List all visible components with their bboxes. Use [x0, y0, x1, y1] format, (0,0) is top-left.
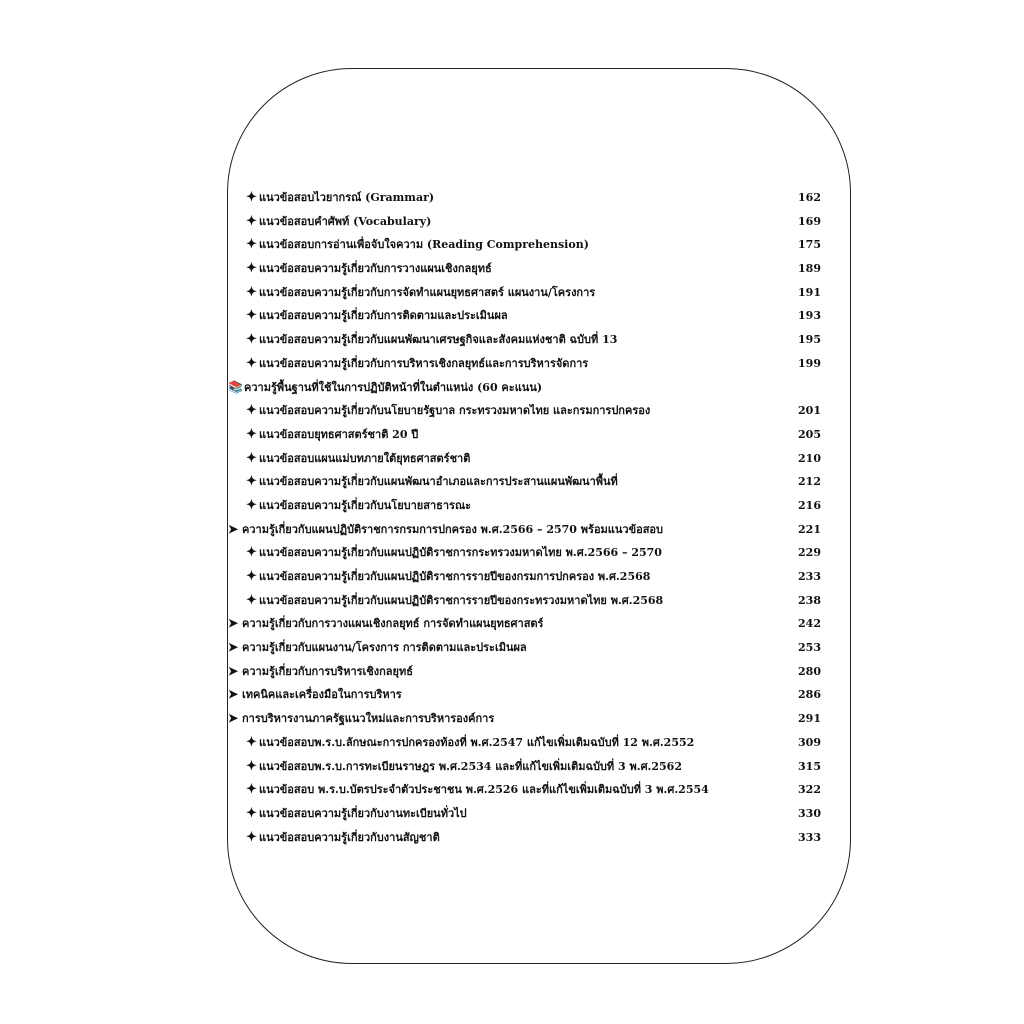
- toc-page-number: 175: [798, 238, 821, 252]
- toc-entry: [228, 210, 828, 234]
- toc-entry-title: แนวข้อสอบพ.ร.บ.การทะเบียนราษฎร พ.ศ.2534 และที่แก้ไขเพิ่มเติมฉบับที่ 3 พ.ศ.2562: [259, 759, 682, 773]
- toc-section-entry: [228, 612, 828, 636]
- toc-entry: [228, 731, 828, 755]
- toc-page-number: 238: [798, 593, 821, 607]
- toc-entry: [228, 281, 828, 305]
- toc-entry-title: แนวข้อสอบความรู้เกี่ยวกับแผนพัฒนาอำเภอและการประสานแผนพัฒนาพื้นที่: [259, 475, 618, 489]
- toc-entry: [228, 233, 828, 257]
- toc-section-entry: [228, 660, 828, 684]
- star-icon: ✦: [246, 450, 257, 466]
- toc-page-number: 201: [798, 404, 821, 418]
- toc-entry-title: แนวข้อสอบยุทธศาสตร์ชาติ 20 ปี: [259, 427, 419, 441]
- toc-entry-title: แนวข้อสอบความรู้เกี่ยวกับนโยบายสาธารณะ: [259, 498, 472, 512]
- toc-entry: [228, 589, 828, 613]
- toc-page-number: 169: [798, 214, 821, 228]
- toc-entry: [228, 186, 828, 210]
- arrow-icon: ➤: [228, 687, 239, 702]
- toc-entry: [228, 565, 828, 589]
- toc-entry-title: แนวข้อสอบแผนแม่บทภายใต้ยุทธศาสตร์ชาติ: [259, 451, 471, 465]
- star-icon: ✦: [246, 782, 257, 798]
- toc-entry-title: ความรู้เกี่ยวกับการวางแผนเชิงกลยุทธ์ การจัดทำแผนยุทธศาสตร์: [242, 617, 544, 631]
- toc-entry-title: ความรู้พื้นฐานที่ใช้ในการปฏิบัติหน้าที่ในตำแหน่ง (60 คะแนน): [244, 380, 543, 394]
- toc-entry-title: แนวข้อสอบความรู้เกี่ยวกับนโยบายรัฐบาล กระทรวงมหาดไทย และกรมการปกครอง: [259, 404, 651, 418]
- toc-page-number: 291: [798, 712, 821, 726]
- toc-entry-title: แนวข้อสอบความรู้เกี่ยวกับการติดตามและประเมินผล: [259, 309, 508, 323]
- toc-page-number: 280: [798, 664, 821, 678]
- toc-section-entry: [228, 683, 828, 707]
- toc-page-number: 333: [798, 830, 821, 844]
- toc-entry-title: แนวข้อสอบความรู้เกี่ยวกับการบริหารเชิงกลยุทธ์และการบริหารจัดการ: [259, 356, 589, 370]
- arrow-icon: ➤: [228, 663, 239, 678]
- toc-entry-title: แนวข้อสอบความรู้เกี่ยวกับการวางแผนเชิงกลยุทธ์: [259, 262, 492, 276]
- toc-entry-title: แนวข้อสอบความรู้เกี่ยวกับงานสัญชาติ: [259, 830, 440, 844]
- arrow-icon: ➤: [228, 521, 239, 536]
- toc-entry: [228, 541, 828, 565]
- toc-entry: [228, 447, 828, 471]
- star-icon: ✦: [246, 403, 257, 419]
- star-icon: ✦: [246, 758, 257, 774]
- toc-entry-title: แนวข้อสอบความรู้เกี่ยวกับแผนปฏิบัติราชการรายปีของกรมการปกครอง พ.ศ.2568: [259, 570, 651, 583]
- toc-entry-title: แนวข้อสอบไวยากรณ์ (Grammar): [259, 191, 435, 204]
- toc-section-entry: [228, 376, 828, 400]
- toc-entry: [228, 826, 828, 850]
- toc-entry-title: แนวข้อสอบพ.ร.บ.ลักษณะการปกครองท้องที่ พ.ศ.2547 แก้ไขเพิ่มเติมฉบับที่ 12 พ.ศ.2552: [259, 735, 695, 749]
- toc-entry: [228, 494, 828, 518]
- toc-entry: [228, 399, 828, 423]
- toc-entry-title: เทคนิคและเครื่องมือในการบริหาร: [242, 688, 402, 702]
- toc-entry-title: แนวข้อสอบคำศัพท์ (Vocabulary): [259, 214, 432, 228]
- star-icon: ✦: [246, 190, 257, 205]
- toc-section-entry: [228, 518, 828, 542]
- star-icon: ✦: [246, 308, 257, 324]
- toc-entry-title: ความรู้เกี่ยวกับแผนงาน/โครงการ การติดตามและประเมินผล: [242, 641, 527, 655]
- toc-entry-title: แนวข้อสอบความรู้เกี่ยวกับแผนพัฒนาเศรษฐกิจและสังคมแห่งชาติ ฉบับที่ 13: [259, 333, 618, 347]
- table-of-contents: [228, 186, 828, 849]
- star-icon: ✦: [246, 426, 257, 442]
- toc-page-number: 315: [798, 759, 821, 773]
- toc-page-number: 195: [798, 333, 821, 347]
- star-icon: ✦: [246, 213, 257, 229]
- toc-page-number: 322: [798, 783, 821, 797]
- toc-page-number: 205: [798, 427, 821, 441]
- star-icon: ✦: [246, 734, 257, 750]
- toc-page-number: 242: [798, 617, 821, 631]
- toc-entry-title: แนวข้อสอบความรู้เกี่ยวกับแผนปฏิบัติราชการรายปีของกระทรวงมหาดไทย พ.ศ.2568: [259, 593, 664, 607]
- toc-page-number: 191: [798, 285, 821, 299]
- toc-page-number: 286: [798, 688, 821, 702]
- star-icon: ✦: [246, 355, 257, 371]
- star-icon: ✦: [246, 332, 257, 348]
- toc-page-number: 193: [798, 309, 821, 323]
- toc-entry: [228, 257, 828, 281]
- toc-entry-title: การบริหารงานภาครัฐแนวใหม่และการบริหารองค์การ: [242, 712, 495, 726]
- toc-entry: [228, 328, 828, 352]
- toc-entry: [228, 470, 828, 494]
- toc-entry-title: แนวข้อสอบความรู้เกี่ยวกับงานทะเบียนทั่วไป: [259, 806, 467, 820]
- arrow-icon: ➤: [228, 616, 239, 631]
- toc-page-number: 199: [798, 356, 821, 370]
- star-icon: ✦: [246, 284, 257, 300]
- toc-page-number: 233: [798, 570, 821, 583]
- star-icon: ✦: [246, 237, 257, 253]
- toc-page-number: 212: [798, 475, 821, 489]
- toc-page-number: 309: [798, 735, 821, 749]
- arrow-icon: ➤: [228, 640, 239, 655]
- star-icon: ✦: [246, 829, 257, 845]
- toc-page-number: 162: [798, 191, 821, 204]
- star-icon: ✦: [246, 261, 257, 277]
- star-icon: ✦: [246, 497, 257, 513]
- toc-entry-title: แนวข้อสอบความรู้เกี่ยวกับแผนปฏิบัติราชการกระทรวงมหาดไทย พ.ศ.2566 – 2570: [259, 546, 662, 560]
- toc-entry: [228, 352, 828, 376]
- star-icon: ✦: [246, 592, 257, 608]
- toc-page-number: 330: [798, 806, 821, 820]
- toc-entry-title: แนวข้อสอบความรู้เกี่ยวกับการจัดทำแผนยุทธศาสตร์ แผนงาน/โครงการ: [259, 285, 596, 299]
- toc-page-number: 253: [798, 641, 821, 655]
- star-icon: ✦: [246, 805, 257, 821]
- toc-page-number: 189: [798, 262, 821, 276]
- toc-entry-title: ความรู้เกี่ยวกับแผนปฏิบัติราชการกรมการปกครอง พ.ศ.2566 – 2570 พร้อมแนวข้อสอบ: [242, 522, 664, 536]
- toc-page-number: 210: [798, 451, 821, 465]
- toc-page-number: 229: [798, 546, 821, 560]
- star-icon: ✦: [246, 545, 257, 561]
- star-icon: ✦: [246, 569, 257, 584]
- toc-entry: [228, 304, 828, 328]
- toc-section-entry: [228, 636, 828, 660]
- toc-entry-title: แนวข้อสอบ พ.ร.บ.บัตรประจำตัวประชาชน พ.ศ.2526 และที่แก้ไขเพิ่มเติมฉบับที่ 3 พ.ศ.2554: [259, 783, 709, 797]
- book-icon: 📚: [228, 379, 243, 394]
- toc-entry: [228, 755, 828, 779]
- star-icon: ✦: [246, 474, 257, 490]
- toc-entry-title: แนวข้อสอบการอ่านเพื่อจับใจความ (Reading Comprehension): [259, 238, 589, 252]
- toc-section-entry: [228, 707, 828, 731]
- toc-entry: [228, 423, 828, 447]
- toc-entry-title: ความรู้เกี่ยวกับการบริหารเชิงกลยุทธ์: [242, 664, 413, 678]
- toc-page-number: 221: [798, 522, 821, 536]
- toc-entry: [228, 802, 828, 826]
- arrow-icon: ➤: [228, 711, 239, 726]
- toc-entry: [228, 778, 828, 802]
- toc-page-number: 216: [798, 498, 821, 512]
